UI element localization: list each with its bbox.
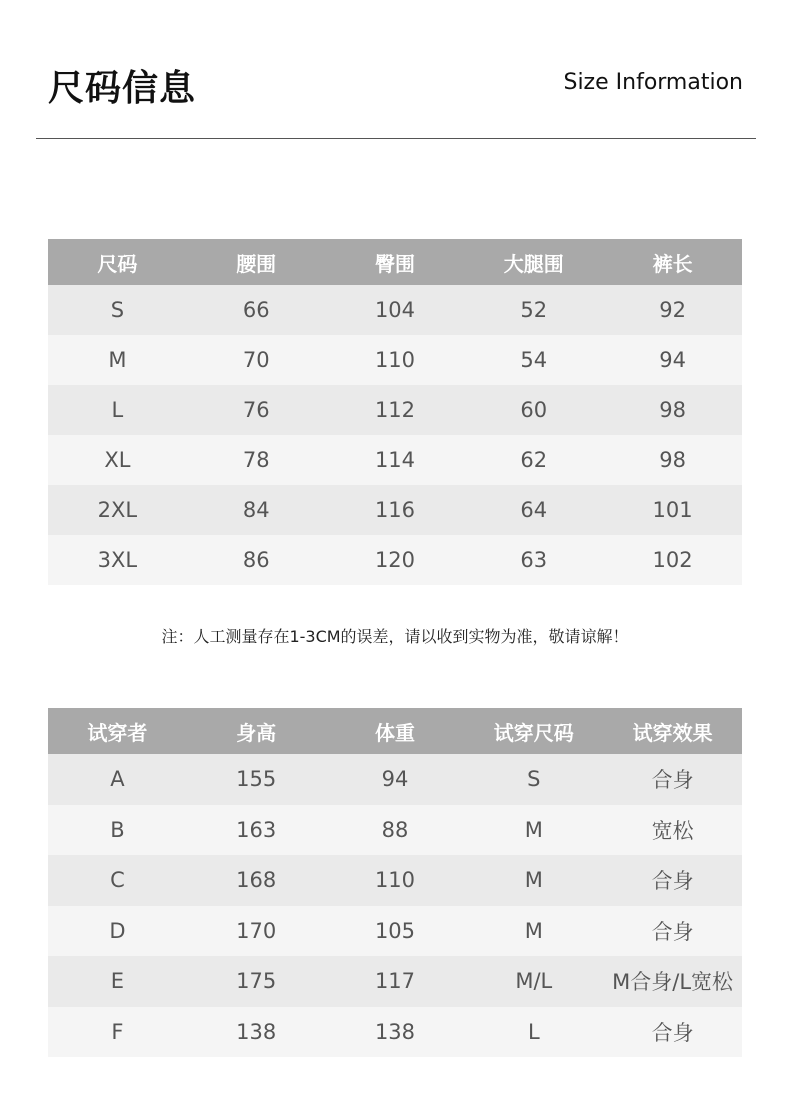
size-cell: 86: [187, 535, 326, 585]
size-cell: 70: [187, 335, 326, 385]
fit-cell: S: [464, 754, 603, 805]
size-cell: 120: [326, 535, 465, 585]
size-cell: 62: [464, 435, 603, 485]
size-cell: 60: [464, 385, 603, 435]
size-cell: 84: [187, 485, 326, 535]
fit-cell: M合身/L宽松: [603, 956, 742, 1007]
size-cell: 116: [326, 485, 465, 535]
fit-col-header: 试穿者: [48, 708, 187, 754]
fit-cell: M: [464, 855, 603, 906]
fit-cell: B: [48, 805, 187, 856]
fit-cell: L: [464, 1007, 603, 1058]
size-cell: 54: [464, 335, 603, 385]
size-cell: 2XL: [48, 485, 187, 535]
size-cell: 104: [326, 285, 465, 335]
size-cell: 78: [187, 435, 326, 485]
fit-col-header: 体重: [326, 708, 465, 754]
fit-cell: 宽松: [603, 805, 742, 856]
fit-table-row: [48, 805, 742, 856]
fit-cell: 88: [326, 805, 465, 856]
fit-cell: 合身: [603, 906, 742, 957]
size-cell: M: [48, 335, 187, 385]
fit-cell: 163: [187, 805, 326, 856]
fit-col-header: 试穿效果: [603, 708, 742, 754]
size-table-header-row: [48, 239, 742, 285]
fit-cell: 170: [187, 906, 326, 957]
size-cell: 112: [326, 385, 465, 435]
fit-cell: C: [48, 855, 187, 906]
size-cell: 92: [603, 285, 742, 335]
size-table: [48, 239, 742, 585]
fit-table-header-row: [48, 708, 742, 754]
measurement-note: 注：人工测量存在1-3CM的误差，请以收到实物为准，敬请谅解！: [161, 627, 629, 646]
fit-table-row: [48, 855, 742, 906]
size-cell: 3XL: [48, 535, 187, 585]
fit-table-row: [48, 1007, 742, 1058]
fit-cell: 168: [187, 855, 326, 906]
size-table-row: [48, 385, 742, 435]
fit-cell: F: [48, 1007, 187, 1058]
size-cell: 52: [464, 285, 603, 335]
fit-cell: 117: [326, 956, 465, 1007]
size-cell: 66: [187, 285, 326, 335]
fit-cell: M/L: [464, 956, 603, 1007]
size-col-header: 大腿围: [464, 239, 603, 285]
header-divider: [36, 138, 756, 139]
size-col-header: 臀围: [326, 239, 465, 285]
size-cell: XL: [48, 435, 187, 485]
size-cell: 101: [603, 485, 742, 535]
fit-table-row: [48, 956, 742, 1007]
fit-cell: 合身: [603, 1007, 742, 1058]
size-cell: 94: [603, 335, 742, 385]
fit-table-row: [48, 906, 742, 957]
size-cell: 110: [326, 335, 465, 385]
size-col-header: 裤长: [603, 239, 742, 285]
fit-cell: 155: [187, 754, 326, 805]
fit-cell: M: [464, 906, 603, 957]
size-table-row: [48, 285, 742, 335]
size-cell: L: [48, 385, 187, 435]
page-title: 尺码信息: [48, 68, 197, 109]
fit-table: [48, 708, 742, 1057]
size-cell: S: [48, 285, 187, 335]
size-cell: 102: [603, 535, 742, 585]
page-header: [0, 0, 790, 140]
page-subtitle-en: Size Information: [563, 70, 743, 95]
size-cell: 64: [464, 485, 603, 535]
size-table-row: [48, 435, 742, 485]
size-table-row: [48, 335, 742, 385]
fit-cell: 合身: [603, 855, 742, 906]
fit-cell: 合身: [603, 754, 742, 805]
size-cell: 98: [603, 435, 742, 485]
fit-cell: D: [48, 906, 187, 957]
size-cell: 63: [464, 535, 603, 585]
size-cell: 98: [603, 385, 742, 435]
fit-cell: 138: [326, 1007, 465, 1058]
size-cell: 114: [326, 435, 465, 485]
size-cell: 76: [187, 385, 326, 435]
size-col-header: 腰围: [187, 239, 326, 285]
size-table-row: [48, 535, 742, 585]
fit-cell: E: [48, 956, 187, 1007]
fit-col-header: 身高: [187, 708, 326, 754]
fit-cell: A: [48, 754, 187, 805]
fit-cell: 110: [326, 855, 465, 906]
fit-cell: M: [464, 805, 603, 856]
size-table-row: [48, 485, 742, 535]
size-col-header: 尺码: [48, 239, 187, 285]
fit-cell: 94: [326, 754, 465, 805]
fit-cell: 175: [187, 956, 326, 1007]
fit-cell: 105: [326, 906, 465, 957]
fit-col-header: 试穿尺码: [464, 708, 603, 754]
fit-cell: 138: [187, 1007, 326, 1058]
fit-table-row: [48, 754, 742, 805]
